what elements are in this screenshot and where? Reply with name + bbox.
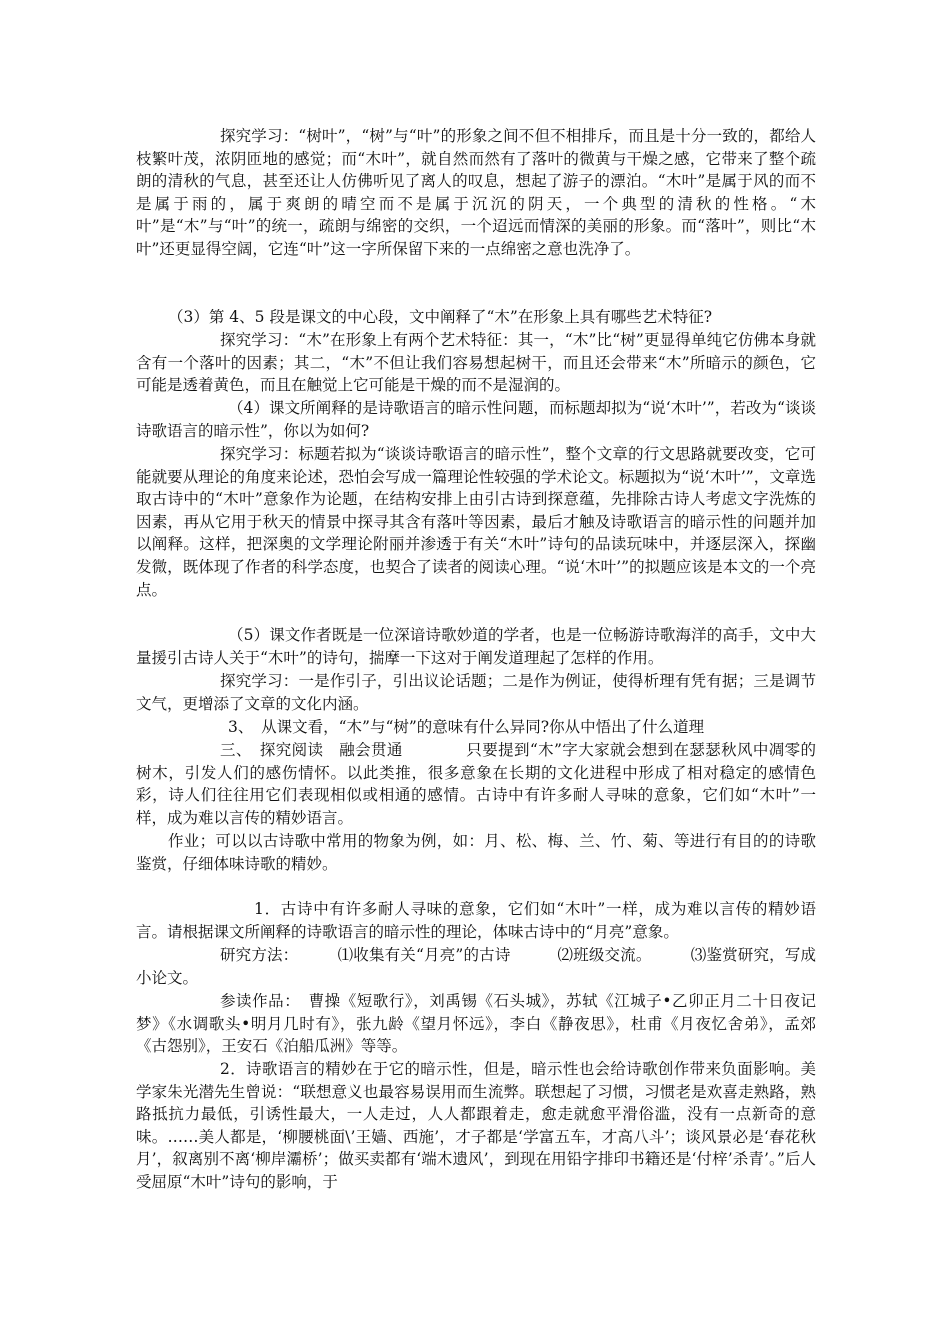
paragraph-task-2: 2．诗歌语言的精妙在于它的暗示性，但是，暗示性也会给诗歌创作带来负面影响。美学家朱光潜先生曾说：“联想意义也最容易误用而生流弊。联想起了习惯，习惯老是欢喜走熟路，熟路抵抗力最低，引诱性最大，一人走过，人人都跟着走，愈走就愈平滑俗滥，没有一点新奇的意味。……美人都是，‘柳腰桃面\’王嫱、西施’，才子都是‘学富五车，才高八斗’；谈风景必是‘春花秋月’，叙离别不离‘柳岸灞桥’；做买卖都有‘端木遗风’，到现在用铅字排印书籍还是‘付梓’杀青’。”后人受屈原“木叶”诗句的影响，于 — [136, 1060, 816, 1191]
paragraph-question-3: （3）第 4、5 段是课文的中心段，文中阐释了“木”在形象上具有哪些艺术特征? — [168, 308, 713, 326]
paragraph-answer-5: 探究学习：一是作引子，引出议论话题；二是作为例证，使得析理有凭有据；三是调节文气，更增添了文章的文化内涵。 — [136, 672, 816, 713]
paragraph-task-1: 1．古诗中有许多耐人寻味的意象，它们如“木叶”一样，成为难以言传的精妙语言。请根据课文所阐释的诗歌语言的暗示性的理论，体味古诗中的“月亮”意象。 — [136, 900, 816, 941]
paragraph-answer-4: 探究学习：标题若拟为“谈谈诗歌语言的暗示性”，整个文章的行文思路就要改变，它可能就要从理论的角度来论述，恐怕会写成一篇理论性较强的学术论文。标题拟为“说‘木叶’”，文章选取古诗中的“木叶”意象作为论题，在结构安排上由引古诗到探意蕴，先排除古诗人考虑文字洗炼的因素，再从它用于秋天的情景中探寻其含有落叶等因素，最后才触及诗歌语言的暗示性的问题并加以阐释。这样，把深奥的文学理论附丽并渗透于有关“木叶”诗句的品读玩味中，并逐层深入，探幽发微，既体现了作者的科学态度，也契合了读者的阅读心理。“说‘木叶’”的拟题应该是本文的一个亮点。 — [136, 445, 816, 599]
paragraph-homework: 作业；可以以古诗歌中常用的物象为例，如：月、松、梅、兰、竹、菊、等进行有目的的诗歌鉴赏，仔细体味诗歌的精妙。 — [136, 832, 816, 873]
paragraph-answer-3: 探究学习：“木”在形象上有两个艺术特征：其一，“木”比“树”更显得单纯它仿佛本身就含有一个落叶的因素；其二，“木”不但让我们容易想起树干，而且还会带来“木”所暗示的颜色，它可能是透着黄色，而且在触觉上它可能是干燥的而不是湿润的。 — [136, 331, 816, 395]
paragraph-item-3: 3、 从课文看，“木”与“树”的意味有什么异同?你从中悟出了什么道理 — [228, 718, 705, 736]
paragraph-reference-works: 参读作品： 曹操《短歌行》，刘禹锡《石头城》，苏轼《江城子•乙卯正月二十日夜记梦》《水调歌头•明月几时有》，张九龄《望月怀远》，李白《静夜思》，杜甫《月夜忆舍弟》，孟郊《古怨别》，王安石《泊船瓜洲》等等。 — [136, 992, 816, 1056]
paragraph-research-method: 研究方法： ⑴收集有关“月亮”的古诗 ⑵班级交流。 ⑶鉴赏研究，写成小论文。 — [136, 946, 816, 987]
paragraph-answer-1: 探究学习：“树叶”，“树”与“叶”的形象之间不但不相排斥，而且是十分一致的，都给人枝繁叶茂，浓阴匝地的感觉；而“木叶”，就自然而然有了落叶的微黄与干燥之感，它带来了整个疏朗的清秋的气息，甚至还让人仿佛听见了离人的叹息，想起了游子的漂泊。“木叶”是属于风的而不是属于雨的，属于爽朗的晴空而不是属于沉沉的阴天，一个典型的清秋的性格。“木叶”是“木”与“叶”的统一，疏朗与绵密的交织，一个迢远而情深的美丽的形象。而“落叶”，则比“木叶”还更显得空阔，它连“叶”这一字所保留下来的一点绵密之意也洗净了。 — [136, 127, 816, 258]
paragraph-section-3: 三、 探究阅读 融会贯通 只要提到“木”字大家就会想到在瑟瑟秋风中凋零的树木，引发人们的感伤情怀。以此类推，很多意象在长期的文化进程中形成了相对稳定的感情色彩，诗人们往往用它们表现相似或相通的感情。古诗中有许多耐人寻味的意象，它们如“木叶”一样，成为难以言传的精妙语言。 — [136, 741, 816, 827]
paragraph-question-5: （5）课文作者既是一位深谙诗歌妙道的学者，也是一位畅游诗歌海洋的高手，文中大量援引古诗人关于“木叶”的诗句，揣摩一下这对于阐发道理起了怎样的作用。 — [136, 626, 816, 667]
paragraph-question-4: （4）课文所阐释的是诗歌语言的暗示性问题，而标题却拟为“说‘木叶’”，若改为“谈谈诗歌语言的暗示性”，你以为如何? — [136, 399, 816, 440]
